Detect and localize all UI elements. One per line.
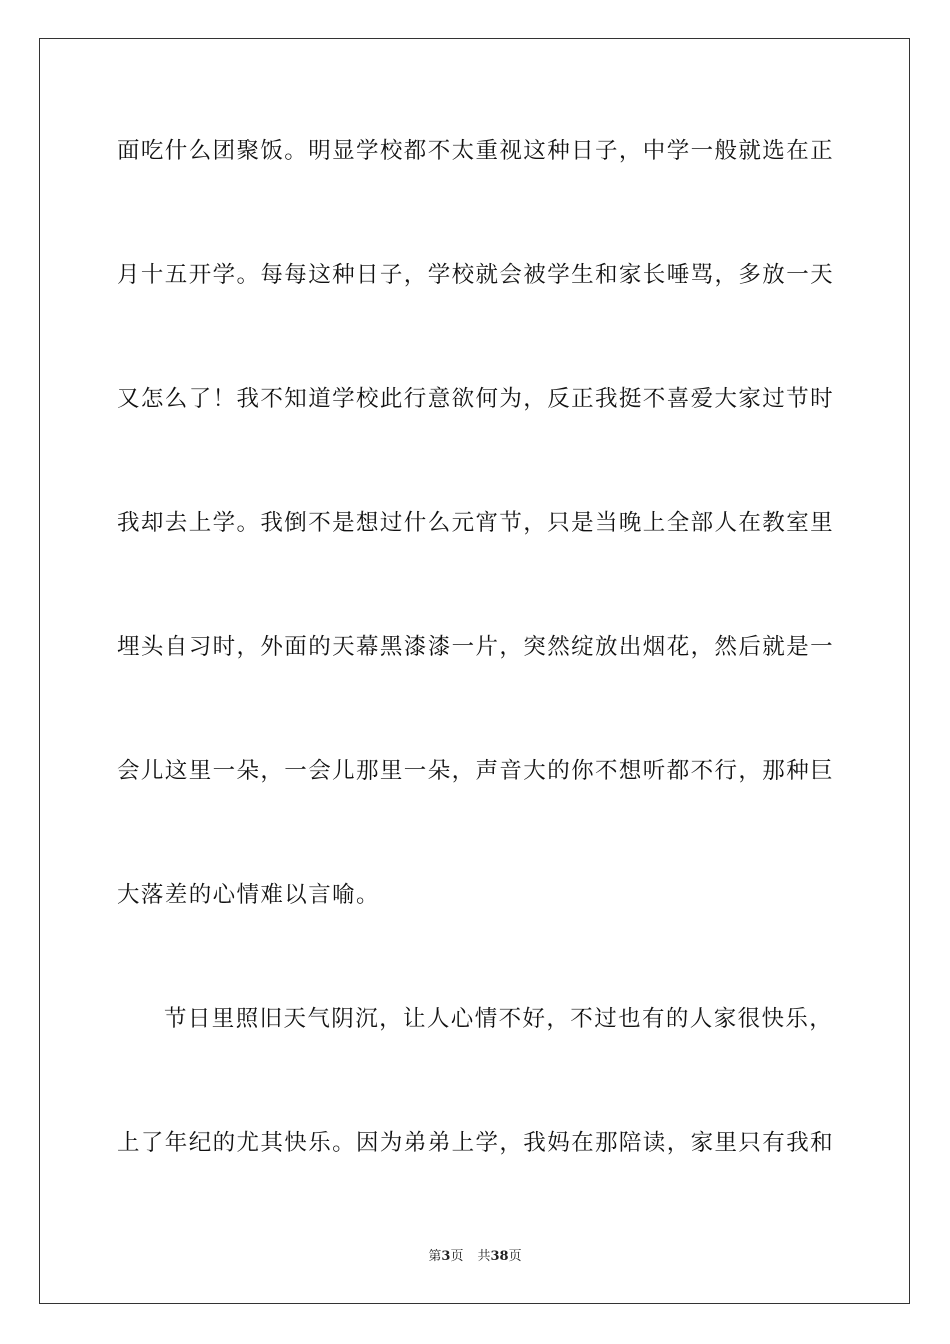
body-text-line: 月十五开学。每每这种日子，学校就会被学生和家长唾骂，多放一天 [117,262,835,288]
total-suffix: 页 [508,1249,522,1264]
body-text-line: 会儿这里一朵，一会儿那里一朵，声音大的你不想听都不行，那种巨 [117,758,835,784]
page-prefix: 第 [428,1249,442,1264]
page-number: 3 [441,1249,451,1264]
body-text-line: 面吃什么团聚饭。明显学校都不太重视这种日子，中学一般就选在正 [117,138,835,164]
body-text-line: 上了年纪的尤其快乐。因为弟弟上学，我妈在那陪读，家里只有我和 [117,1130,835,1156]
body-text-line: 大落差的心情难以言喻。 [117,882,380,908]
body-text-line: 埋头自习时，外面的天幕黑漆漆一片，突然绽放出烟花，然后就是一 [117,634,835,660]
total-pages: 38 [490,1249,509,1264]
body-text-line: 又怎么了！我不知道学校此行意欲何为，反正我挺不喜爱大家过节时 [117,386,835,412]
page-suffix: 页 [450,1249,464,1264]
page-border [39,38,910,1304]
total-prefix: 共 [477,1249,491,1264]
page-footer [0,1248,950,1266]
paragraph-first-line: 节日里照旧天气阴沉，让人心情不好，不过也有的人家很快乐， [164,1006,834,1032]
body-text-line: 我却去上学。我倒不是想过什么元宵节，只是当晚上全部人在教室里 [117,510,835,536]
